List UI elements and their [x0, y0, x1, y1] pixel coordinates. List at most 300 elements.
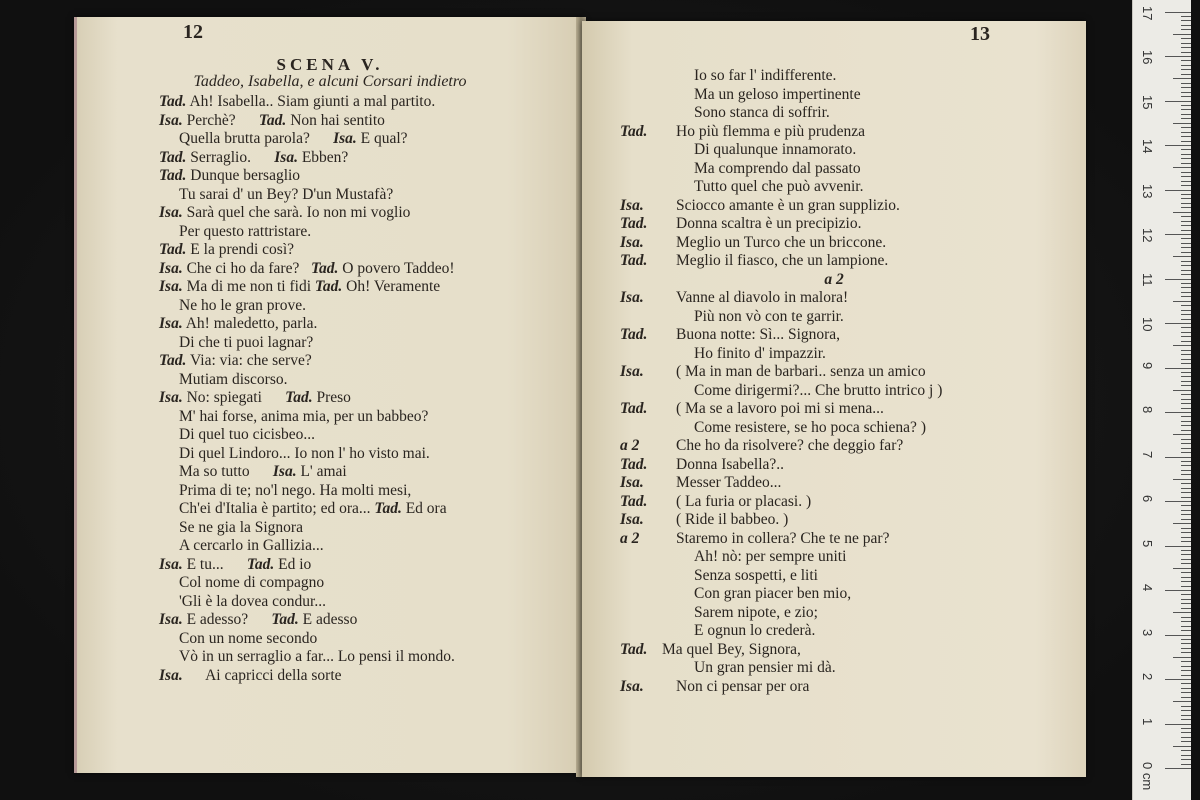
line-text: M' hai forse, anima mia, per un babbeo? [179, 407, 429, 425]
speaker-label: Isa. [159, 259, 183, 277]
line-text: Staremo in collera? Che te ne par? [676, 529, 890, 547]
ruler-tick [1165, 679, 1191, 680]
ruler-label: 4 [1140, 584, 1155, 592]
line-text: Io so far l' indifferente. [694, 67, 837, 84]
text-line [582, 308, 1086, 327]
speaker-label: Tad. [159, 93, 187, 110]
speaker-label: Tad. [159, 148, 187, 166]
speaker-label: Tad. [159, 352, 187, 369]
text-line [159, 667, 583, 686]
text-line [582, 215, 1086, 234]
line-text: Ho più flemma e più prudenza [676, 122, 865, 140]
ruler-tick [1181, 497, 1191, 498]
ruler-tick [1181, 181, 1191, 182]
ruler-tick [1181, 603, 1191, 604]
ruler-label: 10 [1140, 317, 1155, 332]
speaker-label: Isa. [620, 511, 644, 528]
ruler-tick [1181, 416, 1191, 417]
ruler-tick [1181, 750, 1191, 751]
ruler-tick [1181, 594, 1191, 595]
ruler-tick [1181, 666, 1191, 667]
ruler-tick [1181, 69, 1191, 70]
ruler-tick [1181, 630, 1191, 631]
speaker-label: Isa. [272, 463, 297, 480]
ruler-tick [1173, 345, 1191, 346]
line-text: Con gran piacer ben mio, [694, 585, 852, 602]
ruler-tick [1173, 123, 1191, 124]
ruler-tick [1181, 514, 1191, 515]
ruler-tick [1173, 746, 1191, 747]
text-line [159, 315, 583, 334]
speaker-label: Tad. [374, 500, 402, 517]
ruler-tick [1181, 363, 1191, 364]
text-line [582, 271, 1086, 290]
text-line [159, 574, 583, 593]
text-line [582, 641, 1086, 660]
text-line [582, 530, 1086, 549]
speaker-label: a 2 [620, 529, 640, 547]
text-line [582, 86, 1086, 105]
text-line [582, 437, 1086, 456]
text-line [582, 345, 1086, 364]
speaker-label: Isa. [274, 148, 298, 166]
ruler-tick [1173, 657, 1191, 658]
line-text: Oh! Veramente [342, 278, 441, 295]
text-line [159, 426, 583, 445]
text-line [159, 260, 583, 279]
text-line [159, 519, 583, 538]
line-text: E tu... [182, 555, 247, 573]
line-text: Ma quel Bey, Signora, [662, 640, 801, 658]
text-line [159, 500, 583, 519]
ruler-tick [1181, 203, 1191, 204]
ruler-tick [1181, 675, 1191, 676]
ruler-tick [1181, 519, 1191, 520]
ruler-tick [1181, 87, 1191, 88]
ruler-label: 8 [1140, 406, 1155, 414]
text-line [582, 234, 1086, 253]
line-text: Più non vò con te garrir. [694, 307, 844, 325]
ruler-tick [1165, 546, 1191, 547]
text-line [159, 593, 583, 612]
text-line [582, 160, 1086, 179]
ruler-tick [1181, 172, 1191, 173]
ruler-tick [1181, 443, 1191, 444]
text-line [159, 241, 583, 260]
speaker-label: Tad. [310, 259, 339, 277]
ruler-label: 7 [1140, 450, 1155, 458]
ruler-tick [1181, 136, 1191, 137]
text-line [582, 178, 1086, 197]
ruler-tick [1165, 145, 1191, 146]
text-line [582, 678, 1086, 697]
ruler-tick [1181, 683, 1191, 684]
ruler-label: 14 [1140, 139, 1155, 154]
ruler-tick [1181, 474, 1191, 475]
text-line [582, 141, 1086, 160]
ruler-label: 15 [1140, 94, 1155, 109]
line-text: Di quel Lindoro... Io non l' ho visto mai. [179, 444, 430, 462]
text-line [582, 493, 1086, 512]
line-text: Vò in un serraglio a far... Lo pensi il mondo. [179, 648, 455, 665]
text-line [159, 389, 583, 408]
text-line [159, 611, 583, 630]
speaker-label: Tad. [620, 400, 648, 417]
ruler-tick [1165, 768, 1191, 769]
line-text: E la prendi così? [186, 241, 295, 258]
ruler-tick [1181, 648, 1191, 649]
line-text: Non hai sentito [286, 111, 385, 129]
speaker-label: Tad. [271, 611, 299, 628]
line-text: Ai capricci della sorte [182, 666, 342, 684]
ruler-tick [1181, 505, 1191, 506]
left-page [74, 17, 583, 773]
ruler-tick [1181, 586, 1191, 587]
line-text: Sono stanca di soffrir. [694, 104, 830, 121]
text-line [582, 123, 1086, 142]
ruler-tick [1181, 127, 1191, 128]
ruler-label: 13 [1140, 183, 1155, 198]
ruler-tick [1173, 390, 1191, 391]
speaker-label: Tad. [620, 640, 648, 658]
ruler-tick [1181, 238, 1191, 239]
ruler-label: 3 [1140, 628, 1155, 636]
line-text: E ognun lo crederà. [694, 622, 816, 639]
ruler-tick [1181, 483, 1191, 484]
text-line [159, 167, 583, 186]
text-line [159, 297, 583, 316]
ruler-tick [1181, 399, 1191, 400]
speaker-label: Isa. [159, 666, 183, 684]
line-text: Con un nome secondo [179, 629, 318, 647]
speaker-label: Tad. [258, 111, 287, 129]
line-text: ( Ma in man de barbari.. senza un amico [676, 363, 926, 380]
ruler-tick [1181, 652, 1191, 653]
ruler-tick [1181, 118, 1191, 119]
ruler-tick [1181, 408, 1191, 409]
right-page [582, 21, 1086, 777]
speaker-label: Tad. [285, 389, 313, 406]
speaker-label: Isa. [159, 315, 183, 332]
ruler-tick [1181, 305, 1191, 306]
ruler-tick [1181, 158, 1191, 159]
speaker-label: Tad. [314, 278, 343, 295]
line-text: 'Gli è la dovea condur... [179, 592, 326, 610]
speaker-label: Tad. [246, 555, 275, 573]
ruler-tick [1181, 132, 1191, 133]
speaker-label: Isa. [620, 474, 644, 491]
line-text: Prima di te; no'l nego. Ha molti mesi, [179, 481, 412, 499]
ruler-tick [1165, 501, 1191, 502]
ruler-tick [1181, 732, 1191, 733]
text-line [159, 130, 583, 149]
speaker-label: Isa. [159, 111, 183, 129]
ruler-tick [1181, 319, 1191, 320]
ruler-tick [1181, 385, 1191, 386]
ruler-label: 2 [1140, 673, 1155, 681]
text-line [582, 104, 1086, 123]
line-text: Se ne gia la Signora [179, 518, 303, 536]
text-line [159, 371, 583, 390]
ruler-tick [1181, 52, 1191, 53]
speaker-label: Isa. [159, 555, 183, 573]
ruler-tick [1181, 639, 1191, 640]
speaker-label: Tad. [620, 215, 648, 232]
line-text: Tu sarai d' un Bey? D'un Mustafà? [179, 185, 394, 203]
ruler-tick [1181, 563, 1191, 564]
ruler-tick [1181, 74, 1191, 75]
ruler-label: 1 [1140, 717, 1155, 725]
ruler-tick [1165, 101, 1191, 102]
ruler-tick [1165, 724, 1191, 725]
line-text: Ma so tutto [179, 463, 273, 480]
line-text: Buona notte: Sì... Signora, [676, 326, 841, 343]
text-line [159, 186, 583, 205]
ruler-tick [1181, 247, 1191, 248]
ruler-tick [1181, 470, 1191, 471]
ruler-tick [1173, 701, 1191, 702]
text-line [582, 604, 1086, 623]
ruler-label: 9 [1140, 361, 1155, 369]
ruler-tick [1181, 537, 1191, 538]
ruler-tick [1173, 479, 1191, 480]
ruler-tick [1181, 532, 1191, 533]
line-text: Perchè? [182, 111, 259, 129]
ruler-label: 16 [1140, 50, 1155, 65]
ruler-tick [1181, 741, 1191, 742]
line-text: Sarà quel che sarà. Io non mi voglio [182, 204, 411, 221]
ruler-tick [1181, 287, 1191, 288]
ruler-tick [1181, 154, 1191, 155]
ruler-tick [1181, 764, 1191, 765]
line-text: Un gran pensier mi dà. [694, 659, 836, 676]
ruler-tick [1181, 216, 1191, 217]
line-text: Ch'ei d'Italia è partito; ed ora... [179, 500, 375, 517]
left-page-text [77, 93, 583, 685]
line-text: Che ci ho da fare? [182, 259, 311, 277]
line-text: Che ho da risolvere? che deggio far? [676, 437, 904, 454]
ruler-tick [1181, 359, 1191, 360]
ruler-tick [1181, 621, 1191, 622]
ruler-tick [1181, 759, 1191, 760]
ruler-tick [1181, 105, 1191, 106]
ruler-label: 6 [1140, 495, 1155, 503]
ruler-tick [1181, 488, 1191, 489]
ruler-tick [1181, 581, 1191, 582]
measuring-ruler [1132, 0, 1191, 800]
text-line [582, 252, 1086, 271]
speaker-label: Tad. [620, 455, 648, 473]
ruler-tick [1181, 430, 1191, 431]
ruler-tick [1181, 354, 1191, 355]
ruler-tick [1173, 612, 1191, 613]
ruler-label: 12 [1140, 228, 1155, 243]
ruler-tick [1181, 572, 1191, 573]
ruler-tick [1181, 626, 1191, 627]
ruler-tick [1181, 737, 1191, 738]
speaker-label: Isa. [159, 611, 183, 628]
text-line [582, 511, 1086, 530]
text-line [159, 630, 583, 649]
ruler-tick [1173, 78, 1191, 79]
line-text: Serraglio. [186, 148, 275, 166]
speaker-label: Tad. [620, 326, 648, 343]
speaker-label: Isa. [620, 196, 644, 214]
line-text: Ah! Isabella.. Siam giunti a mal partito. [186, 93, 436, 110]
text-line [582, 419, 1086, 438]
ruler-tick [1181, 261, 1191, 262]
ruler-tick [1181, 670, 1191, 671]
ruler-tick [1181, 350, 1191, 351]
ruler-tick [1181, 332, 1191, 333]
ruler-tick [1181, 425, 1191, 426]
ruler-label: 0 cm [1140, 762, 1155, 791]
text-line [159, 149, 583, 168]
ruler-tick [1181, 96, 1191, 97]
speaker-label: Isa. [620, 289, 644, 306]
text-line [159, 112, 583, 131]
text-line [582, 326, 1086, 345]
line-text: Preso [312, 389, 351, 406]
ruler-tick [1181, 528, 1191, 529]
ruler-tick [1181, 265, 1191, 266]
ruler-tick [1181, 688, 1191, 689]
page-number-right: 13 [970, 23, 990, 45]
ruler-tick [1181, 283, 1191, 284]
ruler-tick [1181, 198, 1191, 199]
ruler-tick [1181, 243, 1191, 244]
ruler-tick [1181, 755, 1191, 756]
ruler-tick [1181, 692, 1191, 693]
text-line [159, 648, 583, 667]
ruler-tick [1181, 292, 1191, 293]
speaker-label: Tad. [159, 167, 187, 184]
ruler-tick [1181, 194, 1191, 195]
text-line [582, 400, 1086, 419]
speaker-label: Isa. [620, 233, 644, 251]
ruler-tick [1173, 523, 1191, 524]
ruler-tick [1181, 114, 1191, 115]
speaker-label: Isa. [159, 204, 183, 221]
text-line [159, 445, 583, 464]
ruler-tick [1181, 403, 1191, 404]
text-line [582, 659, 1086, 678]
line-text: Meglio un Turco che un briccone. [676, 233, 887, 251]
line-text: Non ci pensar per ora [676, 677, 810, 695]
ruler-tick [1181, 16, 1191, 17]
ruler-tick [1181, 341, 1191, 342]
ruler-tick [1181, 541, 1191, 542]
text-line [582, 622, 1086, 641]
ruler-tick [1181, 617, 1191, 618]
ruler-tick [1181, 608, 1191, 609]
ruler-label: 17 [1140, 5, 1155, 20]
line-text: Di quel tuo cicisbeo... [179, 426, 316, 443]
ruler-tick [1181, 421, 1191, 422]
ruler-tick [1181, 394, 1191, 395]
text-line [582, 474, 1086, 493]
line-text: ( La furia or placasi. ) [676, 492, 812, 510]
line-text: Donna Isabella?.. [676, 455, 785, 473]
line-text: Ah! nò: per sempre uniti [694, 548, 847, 565]
text-line [159, 556, 583, 575]
text-line [582, 289, 1086, 308]
ruler-tick [1181, 314, 1191, 315]
text-line [159, 334, 583, 353]
ruler-tick [1181, 296, 1191, 297]
line-text: A cercarlo in Gallizia... [179, 537, 324, 554]
ruler-tick [1173, 34, 1191, 35]
ruler-tick [1181, 20, 1191, 21]
ruler-tick [1181, 577, 1191, 578]
line-text: Come resistere, se ho poca schiena? ) [694, 418, 926, 436]
ruler-tick [1181, 559, 1191, 560]
text-line [582, 67, 1086, 86]
page-number-left: 12 [183, 21, 203, 43]
line-text: Dunque bersaglio [186, 167, 301, 184]
speaker-label: Isa. [620, 677, 644, 695]
ruler-tick [1181, 43, 1191, 44]
ruler-tick [1181, 176, 1191, 177]
ruler-tick [1181, 439, 1191, 440]
line-text: Ed io [274, 555, 312, 573]
ruler-tick [1181, 274, 1191, 275]
speaker-label: Tad. [620, 252, 648, 269]
ruler-tick [1181, 465, 1191, 466]
scene-characters: Taddeo, Isabella, e alcuni Corsari indietro [193, 73, 467, 90]
text-line [582, 548, 1086, 567]
text-line [582, 567, 1086, 586]
line-text: Ma di me non ti fidi [182, 278, 315, 295]
ruler-tick [1181, 719, 1191, 720]
ruler-tick [1181, 65, 1191, 66]
text-line [582, 363, 1086, 382]
ruler-tick [1181, 461, 1191, 462]
ruler-tick [1173, 167, 1191, 168]
ruler-tick [1181, 25, 1191, 26]
scene-heading: SCENA V. [276, 55, 384, 74]
ruler-tick [1181, 599, 1191, 600]
ruler-tick [1165, 635, 1191, 636]
right-page-text [582, 67, 1086, 696]
ruler-tick [1165, 12, 1191, 13]
text-line [159, 537, 583, 556]
ruler-tick [1181, 381, 1191, 382]
line-text: Donna scaltra è un precipizio. [676, 215, 862, 232]
ruler-tick [1181, 47, 1191, 48]
line-text: No: spiegati [182, 389, 286, 406]
ruler-tick [1165, 323, 1191, 324]
ruler-tick [1181, 452, 1191, 453]
line-text: Senza sospetti, e liti [694, 566, 818, 584]
line-text: L' amai [296, 463, 347, 480]
text-line [159, 278, 583, 297]
line-text: Di che ti puoi lagnar? [179, 333, 314, 351]
ruler-tick [1173, 212, 1191, 213]
speaker-label: Isa. [159, 278, 183, 295]
line-text: Quella brutta parola? [179, 130, 334, 147]
ruler-tick [1181, 230, 1191, 231]
ruler-tick [1165, 590, 1191, 591]
line-text: Tutto quel che può avvenir. [694, 178, 864, 195]
ruler-tick [1181, 60, 1191, 61]
line-text: Via: via: che serve? [186, 352, 312, 369]
ruler-tick [1181, 510, 1191, 511]
ensemble-marker: a 2 [824, 270, 844, 288]
ruler-tick [1173, 256, 1191, 257]
line-text: Col nome di compagno [179, 574, 325, 591]
ruler-tick [1181, 29, 1191, 30]
